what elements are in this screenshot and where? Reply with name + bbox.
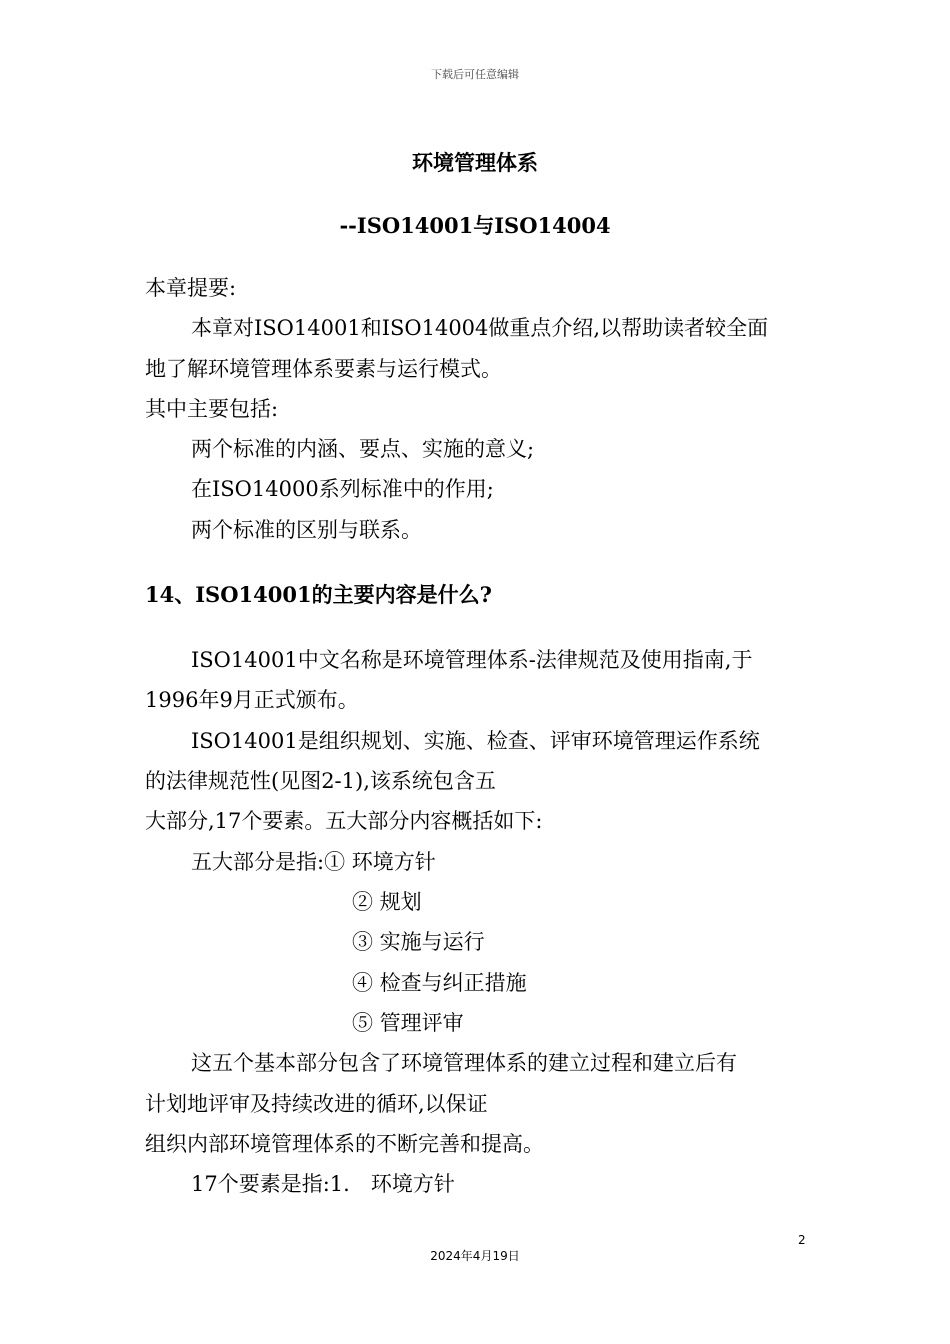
include-item: 两个标准的区别与联系。 (191, 518, 422, 542)
include-item: 在ISO14000系列标准中的作用; (191, 477, 494, 501)
elements-intro: 17个要素是指:1. 环境方针 (191, 1172, 455, 1196)
page-number: 2 (798, 1233, 806, 1247)
includes-label: 其中主要包括: (145, 397, 279, 421)
summary-label: 本章提要: (145, 276, 237, 300)
paragraph-line: 大部分,17个要素。五大部分内容概括如下: (145, 809, 543, 833)
paragraph-line: 计划地评审及持续改进的循环,以保证 (145, 1092, 488, 1116)
five-parts-item: ④ 检查与纠正措施 (352, 971, 527, 995)
paragraph-line: 的法律规范性(见图2-1),该系统包含五 (145, 769, 496, 793)
paragraph-line: 这五个基本部分包含了环境管理体系的建立过程和建立后有 (191, 1051, 737, 1075)
five-parts-item: ⑤ 管理评审 (352, 1011, 464, 1035)
paragraph-line: ISO14001中文名称是环境管理体系-法律规范及使用指南,于 (191, 648, 753, 672)
section-heading: 14、ISO14001的主要内容是什么? (145, 582, 492, 607)
summary-line: 地了解环境管理体系要素与运行模式。 (145, 357, 502, 381)
paragraph-line: ISO14001是组织规划、实施、检查、评审环境管理运作系统 (191, 729, 760, 753)
document-subtitle: --ISO14001与ISO14004 (339, 213, 611, 238)
five-parts-intro: 五大部分是指:① 环境方针 (191, 850, 436, 874)
five-parts-item: ② 规划 (352, 890, 422, 914)
document-title: 环境管理体系 (412, 150, 538, 175)
paragraph-line: 1996年9月正式颁布。 (145, 688, 359, 712)
summary-line: 本章对ISO14001和ISO14004做重点介绍,以帮助读者较全面 (191, 316, 769, 340)
include-item: 两个标准的内涵、要点、实施的意义; (191, 437, 535, 461)
paragraph-line: 组织内部环境管理体系的不断完善和提高。 (145, 1132, 544, 1156)
footer-date: 2024年4月19日 (430, 1249, 520, 1263)
five-parts-item: ③ 实施与运行 (352, 930, 485, 954)
page-header: 下载后可任意编辑 (431, 68, 519, 81)
